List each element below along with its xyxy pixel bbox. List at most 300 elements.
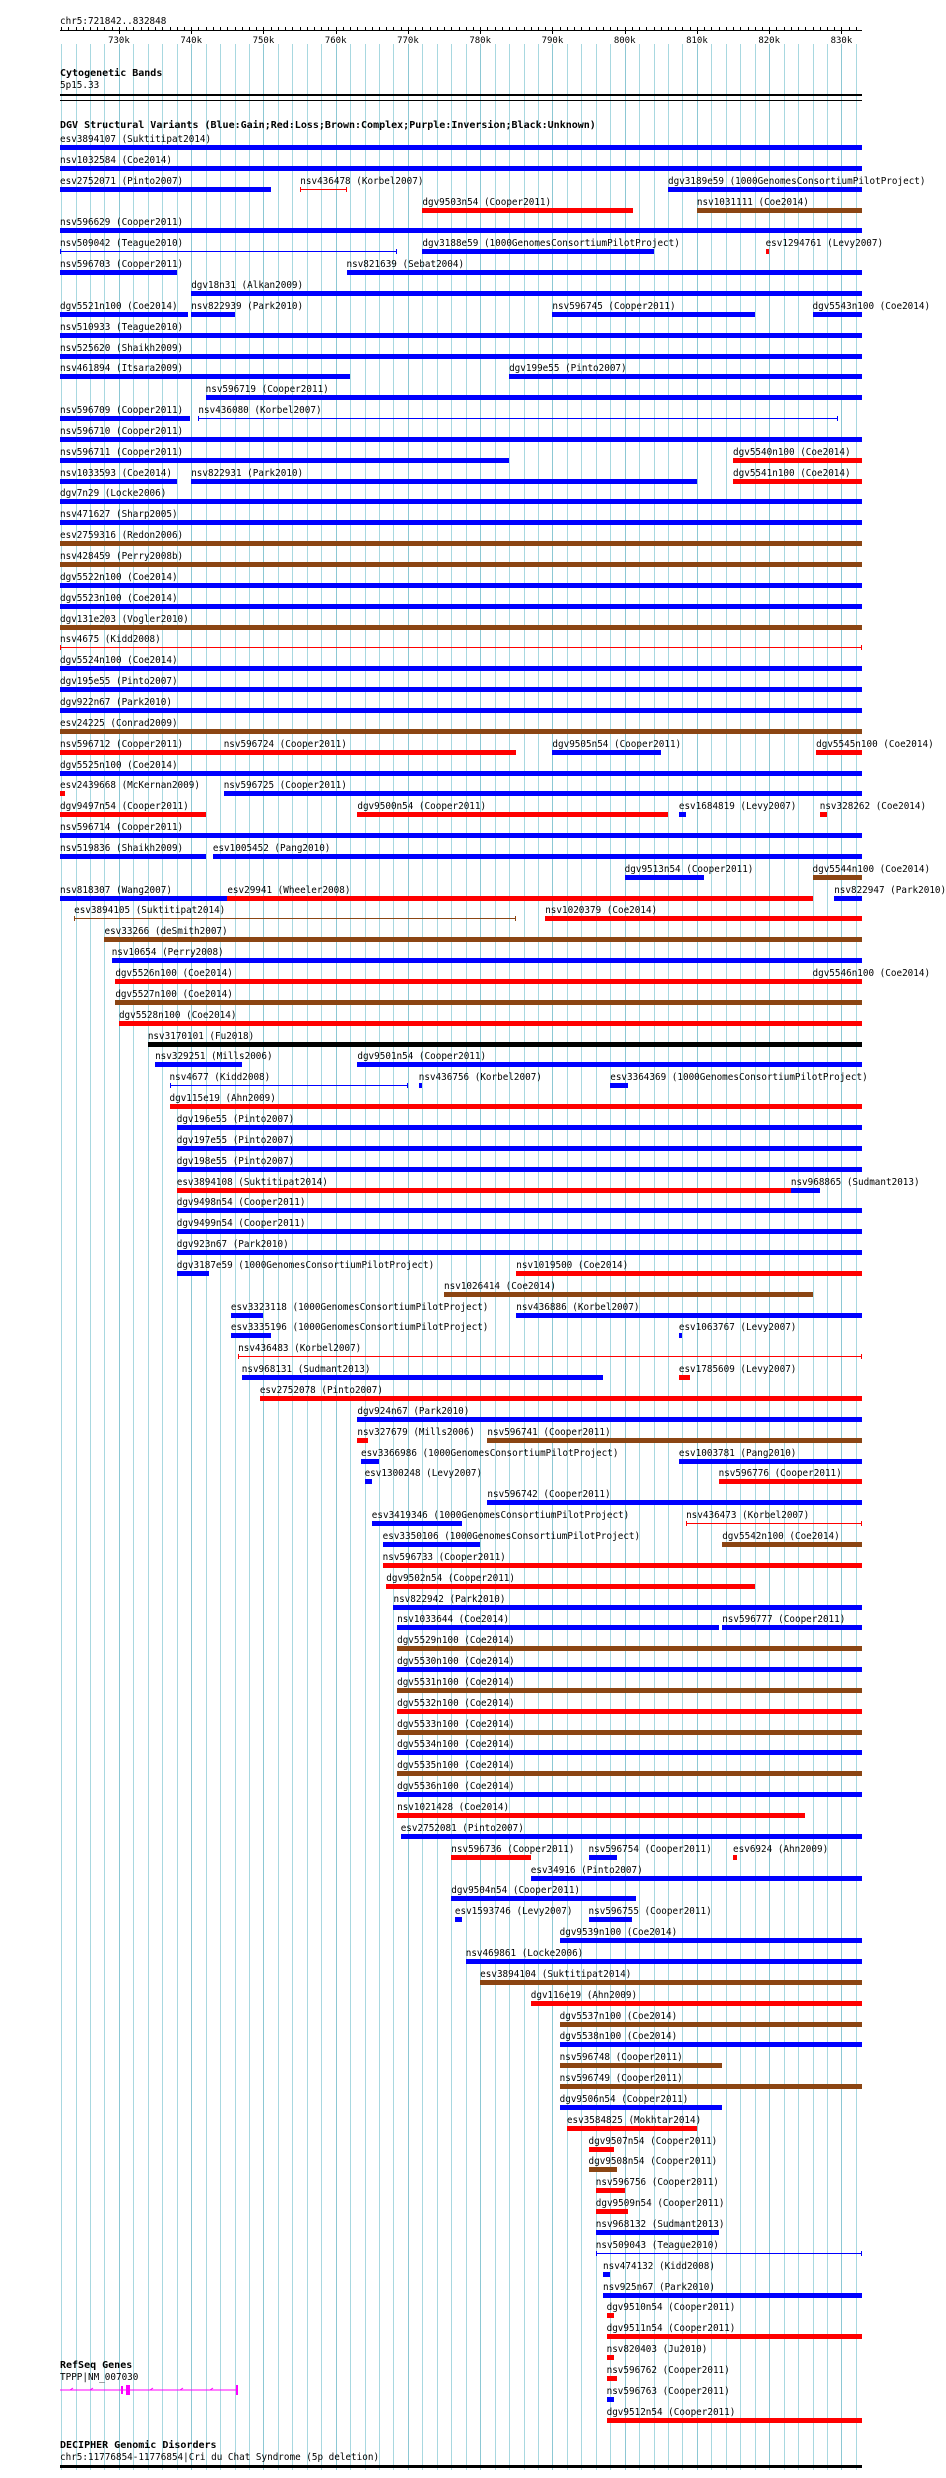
variant-label: esv6924 (Ahn2009) (733, 1843, 829, 1855)
variant-label: nsv596776 (Cooper2011) (718, 1468, 842, 1480)
variant-bar[interactable] (372, 1521, 462, 1526)
variant-label: nsv596745 (Cooper2011) (552, 300, 676, 312)
variant-label: nsv428459 (Perry2008b) (60, 551, 184, 562)
variant-label: nsv3170101 (Fu2018) (147, 1030, 255, 1042)
variant-label: esv3366986 (1000GenomesConsortiumPilotProject) (360, 1447, 619, 1459)
variant-bar[interactable] (361, 1459, 379, 1464)
variant-label: nsv968132 (Sudmant2013) (595, 2219, 725, 2230)
variant-label: dgv195e55 (Pinto2007) (60, 676, 178, 688)
variant-bar[interactable] (383, 1563, 862, 1568)
variant-label: dgv5528n100 (Coe2014) (118, 1009, 237, 1021)
variant-bar[interactable] (679, 812, 686, 817)
variant-bar[interactable] (177, 1125, 862, 1130)
variant-bar[interactable] (596, 2188, 625, 2193)
variant-bar[interactable] (816, 750, 862, 755)
variant-label: nsv596719 (Cooper2011) (205, 384, 329, 396)
variant-bar[interactable] (451, 1855, 530, 1860)
variant-bar[interactable] (60, 647, 862, 648)
variant-bar[interactable] (60, 771, 862, 776)
variant-bar[interactable] (260, 1396, 862, 1401)
variant-bar[interactable] (231, 1313, 264, 1318)
variant-bar[interactable] (668, 187, 862, 192)
variant-bar[interactable] (813, 312, 862, 317)
variant-label: nsv436756 (Korbel2007) (418, 1072, 542, 1084)
variant-bar[interactable] (224, 750, 517, 755)
variant-bar[interactable] (177, 1229, 862, 1234)
variant-bar[interactable] (610, 1083, 628, 1088)
variant-label: nsv822947 (Park2010) (834, 884, 946, 896)
variant-bar[interactable] (60, 145, 862, 150)
variant-bar-end-cap (238, 1354, 239, 1359)
variant-label: dgv115e19 (Ahn2009) (169, 1093, 276, 1105)
variant-bar[interactable] (401, 1834, 862, 1839)
variant-bar[interactable] (444, 1292, 812, 1297)
variant-label: nsv4675 (Kidd2008) (60, 634, 161, 646)
variant-bar[interactable] (60, 583, 862, 588)
ruler-tick-label: 780k (469, 36, 492, 46)
variant-bar[interactable] (480, 1980, 862, 1985)
variant-label: dgv5540n100 (Coe2014) (733, 446, 851, 458)
variant-label: nsv968131 (Sudmant2013) (241, 1364, 371, 1376)
variant-label: dgv5532n100 (Coe2014) (397, 1697, 515, 1709)
variant-label: dgv5538n100 (Coe2014) (559, 2031, 678, 2043)
variant-bar[interactable] (596, 2253, 862, 2254)
variant-bar[interactable] (60, 625, 862, 630)
variant-label: esv1003781 (Pang2010) (678, 1447, 797, 1459)
variant-label: dgv9511n54 (Cooper2011) (606, 2323, 736, 2335)
variant-bar[interactable] (589, 1917, 632, 1922)
variant-bar[interactable] (466, 1959, 862, 1964)
variant-label: dgv9499n54 (Cooper2011) (176, 1218, 306, 1230)
variant-label: nsv596756 (Cooper2011) (595, 2177, 719, 2189)
ruler-tick-label: 760k (324, 36, 347, 46)
variant-label: dgv9501n54 (Cooper2011) (357, 1051, 487, 1063)
variant-bar[interactable] (112, 958, 862, 963)
decipher-item-bar[interactable] (60, 2465, 862, 2468)
variant-label: nsv1026414 (Coe2014) (444, 1280, 556, 1292)
variant-bar[interactable] (607, 2376, 618, 2381)
variant-label: nsv822942 (Park2010) (393, 1593, 506, 1605)
variant-bar[interactable] (560, 1938, 862, 1943)
variant-bar[interactable] (560, 2022, 862, 2027)
variant-bar[interactable] (347, 270, 862, 275)
variant-bar[interactable] (357, 1438, 368, 1443)
variant-label: dgv199e55 (Pinto2007) (509, 363, 627, 375)
variant-bar[interactable] (487, 1500, 862, 1505)
cytoband-ideogram[interactable] (60, 94, 862, 96)
variant-label: dgv923n67 (Park2010) (176, 1239, 289, 1251)
variant-bar[interactable] (552, 312, 754, 317)
variant-bar[interactable] (560, 2042, 862, 2047)
variant-label: dgv9500n54 (Cooper2011) (357, 801, 487, 813)
variant-bar[interactable] (60, 270, 177, 275)
variant-label: esv34916 (Pinto2007) (530, 1864, 643, 1876)
variant-label: dgv922n67 (Park2010) (60, 696, 172, 708)
variant-bar[interactable] (191, 312, 234, 317)
variant-label: nsv596736 (Cooper2011) (451, 1843, 575, 1855)
variant-bar[interactable] (177, 1146, 862, 1151)
variant-bar[interactable] (733, 458, 862, 463)
variant-bar[interactable] (531, 2001, 862, 2006)
variant-bar-end-cap (198, 416, 199, 421)
variant-label: nsv436886 (Korbel2007) (516, 1301, 640, 1313)
variant-bar[interactable] (60, 166, 862, 171)
variant-bar[interactable] (560, 2105, 723, 2110)
variant-bar[interactable] (386, 1584, 754, 1589)
variant-bar[interactable] (455, 1917, 462, 1922)
variant-bar[interactable] (60, 729, 862, 734)
variant-bar[interactable] (60, 416, 190, 421)
variant-label: esv1063767 (Levy2007) (678, 1322, 797, 1334)
variant-bar[interactable] (191, 479, 697, 484)
variant-label: dgv5525n100 (Coe2014) (60, 759, 178, 771)
variant-bar[interactable] (60, 562, 862, 567)
variant-label: nsv596777 (Cooper2011) (722, 1614, 846, 1626)
variant-bar[interactable] (560, 2063, 723, 2068)
variant-label: dgv9505n54 (Cooper2011) (552, 738, 682, 750)
variant-label: dgv5522n100 (Coe2014) (60, 571, 178, 583)
variant-bar[interactable] (393, 1605, 862, 1610)
variant-bar[interactable] (60, 437, 862, 442)
variant-label: dgv5526n100 (Coe2014) (115, 968, 233, 979)
ruler-tick-label: 730k (108, 36, 130, 46)
variant-bar[interactable] (60, 791, 65, 796)
variant-label: nsv596748 (Cooper2011) (559, 2052, 683, 2064)
ruler-tick-label: 810k (686, 36, 708, 46)
decipher-item-label: chr5:11776854-11776854|Cri du Chat Syndrome (5p deletion) (60, 2452, 380, 2463)
variant-bar-end-cap (515, 916, 516, 921)
variant-bar[interactable] (397, 1625, 719, 1630)
variant-label: nsv925n67 (Park2010) (603, 2281, 715, 2293)
variant-label: dgv116e19 (Ahn2009) (530, 1989, 638, 2001)
variant-bar-end-cap (60, 249, 61, 254)
variant-label: nsv436483 (Korbel2007) (238, 1343, 362, 1355)
variant-label: nsv461894 (Itsara2009) (60, 363, 184, 375)
variant-bar[interactable] (60, 312, 188, 317)
variant-label: dgv5535n100 (Coe2014) (397, 1760, 515, 1772)
variant-bar[interactable] (697, 208, 862, 213)
variant-bar[interactable] (603, 2293, 862, 2298)
variant-label: dgv5537n100 (Coe2014) (559, 2010, 678, 2022)
variant-label: dgv9539n100 (Coe2014) (559, 1927, 678, 1939)
variant-bar[interactable] (119, 1021, 862, 1026)
variant-label: nsv436080 (Korbel2007) (198, 405, 322, 417)
variant-bar[interactable] (231, 1333, 271, 1338)
variant-label: nsv822931 (Park2010) (191, 467, 304, 479)
variant-label: dgv3188e59 (1000GenomesConsortiumPilotProject) (422, 238, 680, 250)
ruler-tick-label: 790k (541, 36, 564, 46)
variant-label: dgv9502n54 (Cooper2011) (386, 1572, 515, 1584)
variant-label: nsv329251 (Mills2006) (155, 1051, 273, 1063)
variant-label: nsv1019500 (Coe2014) (516, 1259, 629, 1271)
variant-label: dgv5542n100 (Coe2014) (722, 1530, 840, 1542)
variant-label: dgv131e203 (Vogler2010) (60, 613, 189, 625)
variant-label: nsv1033644 (Coe2014) (397, 1614, 510, 1626)
variant-bar[interactable] (60, 604, 862, 609)
variant-label: nsv4677 (Kidd2008) (169, 1072, 271, 1084)
variant-bar[interactable] (679, 1375, 690, 1380)
variant-bar[interactable] (567, 2126, 697, 2131)
variant-label: esv3894105 (Suktitipat2014) (74, 905, 226, 917)
variant-bar[interactable] (719, 1479, 862, 1484)
variant-label: nsv519836 (Shaikh2009) (60, 842, 184, 854)
location-label: chr5:721842..832848 (60, 16, 167, 27)
variant-bar[interactable] (213, 854, 862, 859)
variant-bar[interactable] (60, 333, 862, 338)
variant-bar[interactable] (224, 791, 862, 796)
variant-bar[interactable] (603, 2272, 610, 2277)
variant-bar[interactable] (596, 2209, 629, 2214)
variant-bar[interactable] (60, 896, 227, 901)
variant-bar[interactable] (60, 666, 862, 671)
variant-bar[interactable] (177, 1188, 791, 1193)
variant-bar[interactable] (60, 354, 862, 359)
variant-label: esv3335196 (1000GenomesConsortiumPilotProject) (230, 1322, 489, 1334)
variant-bar[interactable] (625, 875, 704, 880)
variant-bar[interactable] (397, 1667, 862, 1672)
ruler-tick-label: 800k (613, 36, 636, 46)
variant-bar[interactable] (60, 187, 271, 192)
variant-bar[interactable] (791, 1188, 820, 1193)
variant-label: nsv822939 (Park2010) (191, 300, 304, 312)
variant-label: esv1684819 (Levy2007) (678, 801, 797, 813)
variant-label: dgv5543n100 (Coe2014) (812, 300, 931, 312)
cytoband-track-title: Cytogenetic Bands (60, 68, 163, 79)
variant-bar[interactable] (560, 2084, 862, 2089)
variant-bar[interactable] (60, 833, 862, 838)
variant-bar[interactable] (206, 395, 862, 400)
variant-bar[interactable] (60, 251, 397, 252)
variant-bar[interactable] (516, 1271, 862, 1276)
variant-label: nsv1020379 (Coe2014) (545, 905, 658, 917)
variant-label: dgv5529n100 (Coe2014) (397, 1635, 515, 1647)
variant-bar[interactable] (60, 499, 862, 504)
variant-bar[interactable] (733, 1855, 737, 1860)
variant-label: nsv596709 (Cooper2011) (60, 405, 184, 417)
variant-label: dgv9506n54 (Cooper2011) (559, 2093, 689, 2105)
variant-bar[interactable] (155, 1062, 242, 1067)
variant-bar[interactable] (397, 1730, 862, 1735)
variant-bar[interactable] (60, 708, 862, 713)
variant-label: nsv596725 (Cooper2011) (223, 780, 347, 792)
variant-bar[interactable] (115, 1000, 862, 1005)
variant-bar[interactable] (198, 418, 837, 419)
variant-label: esv2439668 (McKernan2009) (60, 780, 200, 792)
variant-bar[interactable] (607, 2334, 862, 2339)
variant-label: nsv596754 (Cooper2011) (588, 1843, 712, 1855)
variant-bar[interactable] (60, 228, 862, 233)
tppp-gene-model[interactable] (0, 2382, 890, 2398)
variant-label: nsv596724 (Cooper2011) (223, 738, 347, 750)
variant-bar[interactable] (397, 1771, 862, 1776)
variant-label: esv1300248 (Levy2007) (364, 1468, 483, 1480)
variant-bar[interactable] (177, 1271, 210, 1276)
variant-label: nsv436473 (Korbel2007) (686, 1510, 810, 1522)
variant-label: nsv509043 (Teague2010) (595, 2239, 719, 2251)
position-ruler[interactable] (0, 26, 890, 44)
variant-bar[interactable] (397, 1709, 862, 1714)
variant-bar[interactable] (300, 189, 346, 190)
variant-label: nsv596749 (Cooper2011) (559, 2073, 683, 2085)
variant-bar[interactable] (170, 1104, 862, 1109)
ruler-tick-label: 740k (180, 36, 203, 46)
variant-label: esv3894104 (Suktitipat2014) (480, 1968, 632, 1980)
variant-bar[interactable] (733, 479, 862, 484)
variant-bar[interactable] (60, 687, 862, 692)
variant-bar[interactable] (722, 1542, 862, 1547)
variant-bar[interactable] (357, 1417, 862, 1422)
variant-label: nsv968865 (Sudmant2013) (790, 1176, 920, 1188)
variant-label: esv3323118 (1000GenomesConsortiumPilotProject) (230, 1301, 489, 1313)
variant-label: dgv5533n100 (Coe2014) (397, 1718, 515, 1730)
variant-bar[interactable] (596, 2230, 719, 2235)
variant-label: esv3894108 (Suktitipat2014) (176, 1176, 328, 1188)
variant-label: dgv198e55 (Pinto2007) (176, 1155, 295, 1167)
variant-label: dgv9509n54 (Cooper2011) (595, 2198, 725, 2210)
ruler-tick-label: 750k (252, 36, 275, 46)
variant-label: nsv596763 (Cooper2011) (606, 2385, 730, 2397)
variant-label: esv1294761 (Levy2007) (765, 238, 884, 250)
variant-label: dgv3187e59 (1000GenomesConsortiumPilotProject) (176, 1259, 435, 1271)
variant-bar-end-cap (686, 1521, 687, 1526)
variant-bar[interactable] (607, 2313, 614, 2318)
variant-bar[interactable] (60, 479, 177, 484)
variant-bar[interactable] (397, 1813, 805, 1818)
variant-bar[interactable] (589, 2147, 614, 2152)
variant-bar[interactable] (607, 2355, 614, 2360)
variant-bar[interactable] (589, 1855, 618, 1860)
variant-bar[interactable] (419, 1083, 423, 1088)
variant-bar-end-cap (170, 1083, 171, 1088)
variant-label: esv3584825 (Mokhtar2014) (566, 2114, 702, 2126)
variant-bar-end-cap (861, 1354, 862, 1359)
variant-bar[interactable] (397, 1792, 862, 1797)
variant-bar-end-cap (300, 187, 301, 192)
variant-bar[interactable] (60, 750, 224, 755)
variant-label: esv1005452 (Pang2010) (212, 842, 331, 854)
variant-bar[interactable] (545, 916, 862, 921)
variant-bar[interactable] (357, 1062, 862, 1067)
variant-bar[interactable] (820, 812, 827, 817)
variant-bar[interactable] (60, 458, 509, 463)
variant-bar[interactable] (397, 1646, 862, 1651)
variant-label: dgv5531n100 (Coe2014) (397, 1676, 515, 1688)
variant-bar[interactable] (383, 1542, 481, 1547)
variant-label: nsv596733 (Cooper2011) (382, 1551, 506, 1563)
variant-label: dgv5524n100 (Coe2014) (60, 655, 178, 667)
variant-bar[interactable] (679, 1459, 862, 1464)
variant-bar[interactable] (238, 1356, 862, 1357)
variant-bar[interactable] (191, 291, 862, 296)
variant-bar[interactable] (177, 1167, 862, 1172)
variant-label: nsv469861 (Locke2006) (465, 1947, 584, 1959)
variant-bar[interactable] (722, 1625, 862, 1630)
variant-bar-end-cap (60, 645, 61, 650)
ruler-tick-label: 830k (830, 36, 853, 46)
variant-bar[interactable] (60, 374, 350, 379)
variant-bar[interactable] (531, 1876, 862, 1881)
variant-bar[interactable] (60, 812, 206, 817)
variant-bar[interactable] (422, 208, 633, 213)
variant-label: dgv924n67 (Park2010) (357, 1405, 470, 1417)
variant-bar[interactable] (487, 1438, 862, 1443)
variant-label: esv2752081 (Pinto2007) (400, 1822, 524, 1834)
variant-bar[interactable] (357, 812, 668, 817)
variant-label: esv3350106 (1000GenomesConsortiumPilotProject) (382, 1530, 641, 1542)
variant-bar[interactable] (74, 918, 516, 919)
variant-bar[interactable] (509, 374, 862, 379)
variant-label: nsv596741 (Cooper2011) (487, 1426, 611, 1438)
variant-bar[interactable] (813, 979, 862, 984)
variant-label: dgv5546n100 (Coe2014) (812, 968, 931, 979)
variant-label: nsv1021428 (Coe2014) (397, 1802, 510, 1813)
variant-bar[interactable] (227, 896, 812, 901)
variant-bar[interactable] (60, 520, 862, 525)
variant-label: dgv5530n100 (Coe2014) (397, 1656, 515, 1668)
variant-bar[interactable] (397, 1688, 862, 1693)
variant-label: dgv9510n54 (Cooper2011) (606, 2302, 736, 2314)
variant-bar[interactable] (679, 1333, 683, 1338)
variant-bar[interactable] (242, 1375, 603, 1380)
variant-bar[interactable] (552, 750, 660, 755)
variant-bar[interactable] (115, 979, 812, 984)
variant-label: dgv5521n100 (Coe2014) (60, 300, 178, 312)
variant-label: dgv9512n54 (Cooper2011) (606, 2406, 736, 2418)
variant-label: esv3894107 (Suktitipat2014) (60, 134, 212, 145)
variant-bar[interactable] (766, 249, 770, 254)
variant-label: nsv525620 (Shaikh2009) (60, 342, 184, 354)
variant-label: nsv1031111 (Coe2014) (696, 196, 809, 208)
variant-label: esv2759316 (Redon2006) (60, 530, 184, 542)
variant-bar[interactable] (170, 1085, 408, 1086)
variant-label: dgv7n29 (Locke2006) (60, 488, 167, 500)
variant-label: esv3364369 (1000GenomesConsortiumPilotProject) (610, 1072, 868, 1084)
ruler-tick-label: 820k (758, 36, 781, 46)
variant-label: esv29941 (Wheeler2008) (227, 884, 351, 896)
variant-label: nsv474132 (Kidd2008) (603, 2260, 715, 2272)
variant-bar[interactable] (177, 1250, 862, 1255)
variant-bar[interactable] (365, 1479, 372, 1484)
variant-bar[interactable] (686, 1523, 862, 1524)
variant-bar[interactable] (60, 541, 862, 546)
variant-bar[interactable] (60, 854, 206, 859)
variant-bar[interactable] (148, 1042, 862, 1047)
variant-bar[interactable] (516, 1313, 862, 1318)
variant-bar[interactable] (177, 1208, 862, 1213)
variant-label: nsv1033593 (Coe2014) (60, 467, 172, 479)
variant-bar[interactable] (607, 2418, 862, 2423)
variant-label: nsv596712 (Cooper2011) (60, 738, 184, 750)
variant-bar[interactable] (834, 896, 862, 901)
variant-bar[interactable] (104, 937, 862, 942)
variant-bar[interactable] (589, 2167, 618, 2172)
variant-label: nsv327679 (Mills2006) (357, 1426, 475, 1438)
variant-bar-end-cap (346, 187, 347, 192)
variant-bar-end-cap (407, 1083, 408, 1088)
variant-label: dgv9513n54 (Cooper2011) (624, 863, 754, 875)
variant-bar[interactable] (422, 249, 653, 254)
variant-label: nsv596703 (Cooper2011) (60, 259, 184, 271)
variant-label: esv24225 (Conrad2009) (60, 717, 178, 729)
variant-label: dgv5523n100 (Coe2014) (60, 592, 178, 604)
variant-bar[interactable] (451, 1896, 635, 1901)
variant-label: nsv596710 (Cooper2011) (60, 425, 184, 437)
variant-label: nsv820403 (Ju2010) (606, 2344, 708, 2356)
variant-label: dgv5534n100 (Coe2014) (397, 1739, 515, 1751)
variant-bar[interactable] (397, 1750, 862, 1755)
variant-bar[interactable] (813, 875, 862, 880)
variant-label: nsv436478 (Korbel2007) (300, 175, 424, 187)
